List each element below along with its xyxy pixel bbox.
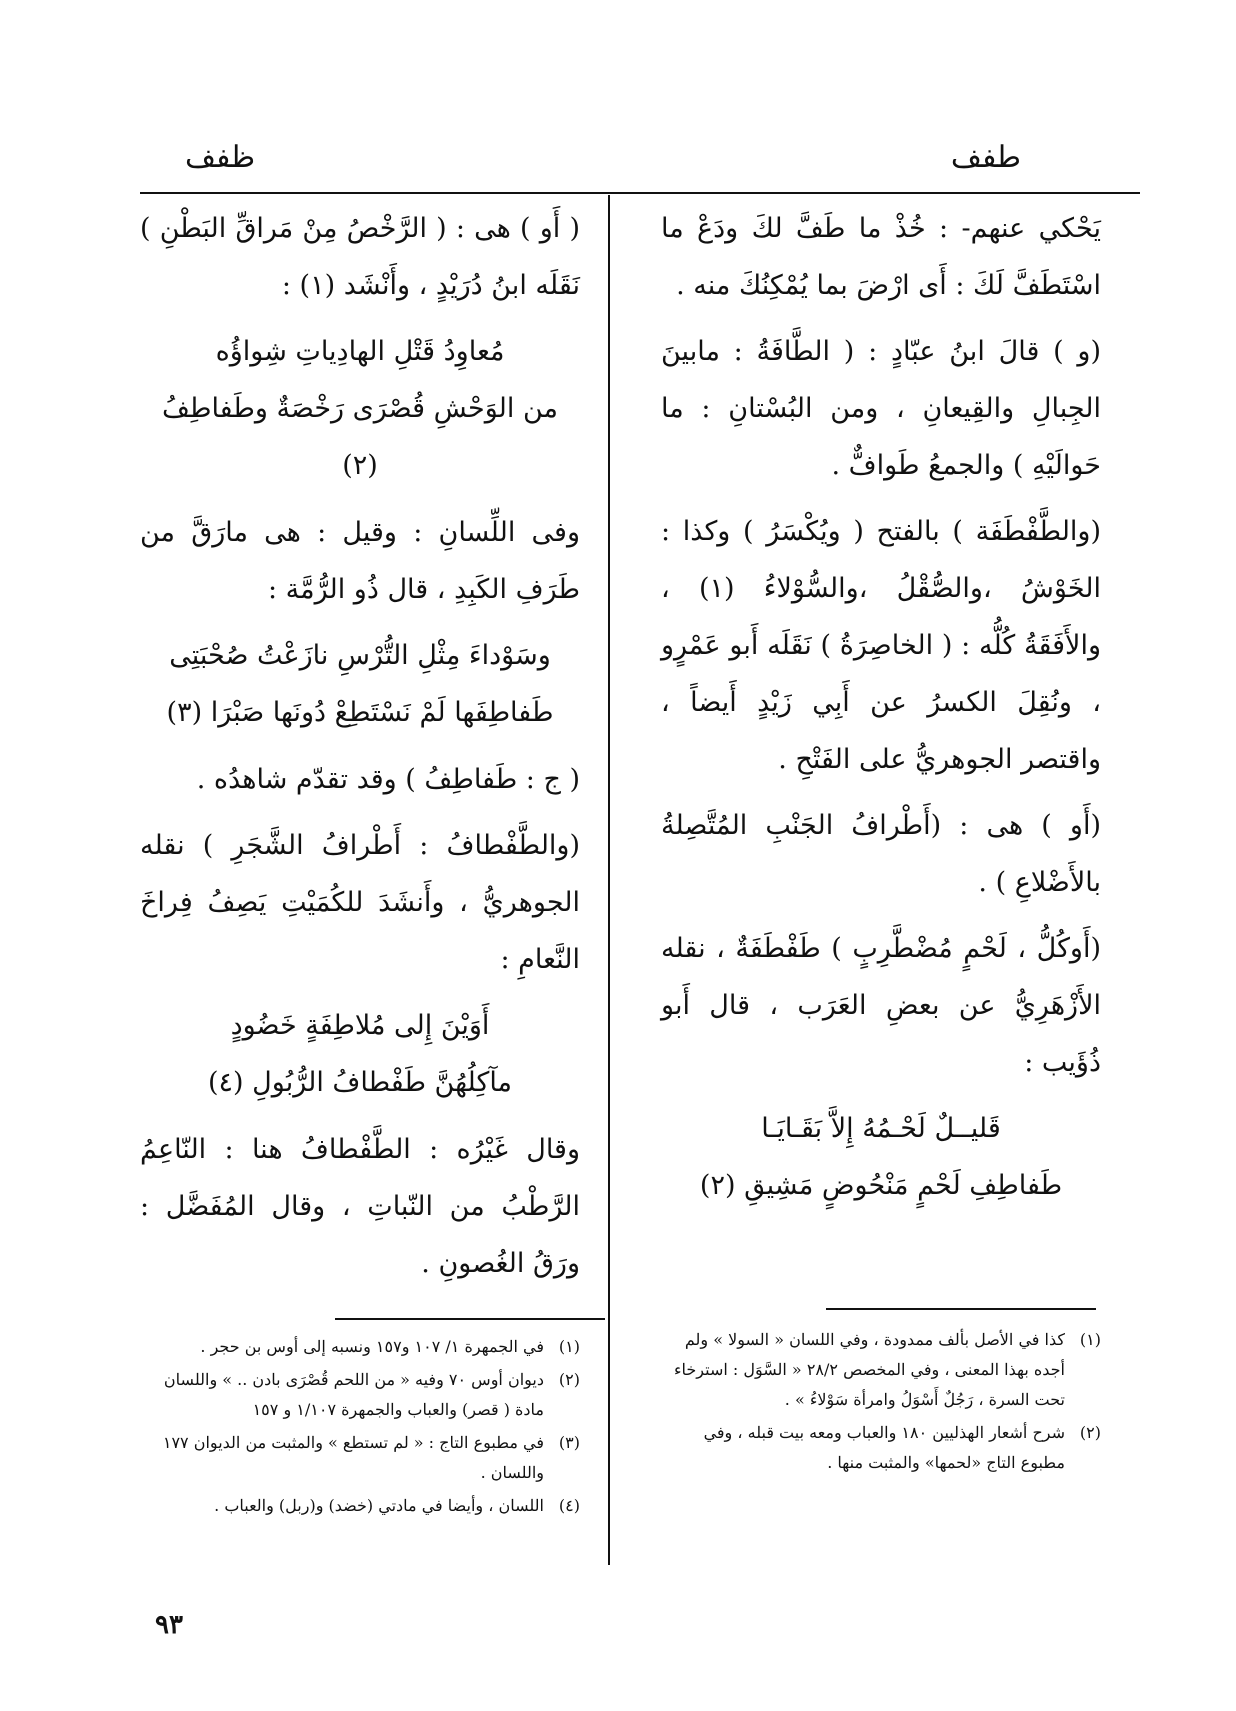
verse-line: مآكِلُهُنَّ طَفْطافُ الرُّبُولِ (٤): [207, 1067, 513, 1098]
paragraph: وفى اللِّسانِ : وقيل : هى مارَقَّ من طَرَفِ الكَبِدِ ، قال ذُو الرُّمَّة :: [140, 517, 580, 605]
verse-line: مُعاوِدُ قَتْلِ الهادِياتِ شِواؤُه: [215, 336, 505, 367]
verse-line: وسَوْداءَ مِثْلِ التُّرْسِ نازَعْتُ صُحْبَتِى: [169, 640, 551, 671]
footnotes-right: [661, 1325, 1101, 1481]
footnotes-left: [140, 1332, 580, 1524]
footnote-number: (٢): [558, 1370, 580, 1389]
header-rule: [140, 192, 1140, 194]
verse-line: أَوَيْنَ إِلى مُلاطِفَةٍ خَضُودٍ: [230, 1010, 490, 1041]
paragraph: ( ج : طَفاطِفُ ) وقد تقدّم شاهدُه .: [196, 764, 580, 795]
footnote-rule: [826, 1308, 1096, 1310]
footnote-number: (٤): [558, 1496, 580, 1515]
column-divider: [608, 195, 610, 1565]
running-head-left: ظفف: [185, 140, 256, 175]
verse: [140, 997, 580, 1111]
footnote: [140, 1428, 580, 1488]
paragraph: ( أَو ) هى : ( الرَّخْصُ مِنْ مَراقِّ البَطْنِ ) نَقَلَه ابنُ دُرَيْدٍ ، وأَنْشَد (١) :: [140, 213, 580, 301]
left-column: [140, 200, 580, 1301]
paragraph: (والطَّفْطَفَة ) بالفتح ( ويُكْسَرُ ) وكذا : الخَوْشُ ،والصُّقْلُ ،والسُّوْلاءُ (١) ، والأَفَقَةُ كُلُّه : ( الخاصِرَةُ ) نَقَلَه أَبو عَمْرٍو ، ونُقِلَ الكسرُ عن أَبِي زَيْدٍ أَيضاً ، واقتصر الجوهريُّ على الفَتْحِ .: [661, 516, 1101, 775]
footnote-text: كذا في الأصل بألف ممدودة ، وفي اللسان « السولا » ولم أجده بهذا المعنى ، وفي المخصص ٢٨/٢ « السَّوَل : استرخاء تحت السرة ، رَجُلٌ أَسْوَلُ وامرأة سَوْلاءُ » .: [674, 1330, 1065, 1409]
paragraph: (والطَّفْطافُ : أَطْرافُ الشَّجَرِ ) نقله الجوهريُّ ، وأَنشَدَ للكُمَيْتِ يَصِفُ فِراخَ النَّعامِ :: [140, 830, 580, 975]
footnote-text: اللسان ، وأيضا في مادتي (خضد) و(ربل) والعباب .: [214, 1496, 544, 1515]
footnote-text: في مطبوع التاج : « لم تستطع » والمثبت من الديوان ١٧٧ واللسان .: [162, 1433, 544, 1482]
paragraph: يَحْكي عنهم- : خُذْ ما طَفَّ لكَ ودَعْ ما اسْتَطَفَّ لَكَ : أَى ارْضَ بما يُمْكِنُكَ منه .: [661, 213, 1101, 301]
verse: [140, 627, 580, 741]
verse: [661, 1100, 1101, 1214]
paragraph: وقال غَيْرُه : الطَّفْطافُ هنا : النّاعِمُ الرَّطْبُ من النّباتِ ، وقال المُفَضَّل : ورَقُ الغُصونِ .: [140, 1134, 580, 1279]
verse: [140, 323, 580, 494]
footnote-text: في الجمهرة ١/ ١٠٧ و١٥٧ ونسبه إلى أوس بن حجر .: [200, 1337, 544, 1356]
verse-line: طَفاطِفِ لَحْمٍ مَنْحُوضٍ مَشِيقِ (٢): [699, 1170, 1063, 1201]
footnote-number: (١): [1079, 1330, 1101, 1349]
footnote: [661, 1325, 1101, 1415]
verse-line: طَفاطِفَها لَمْ نَسْتَطِعْ دُونَها صَبْرَا (٣): [166, 697, 554, 728]
footnote: [140, 1365, 580, 1425]
paragraph: (و ) قالَ ابنُ عبّادٍ : ( الطَّافَةُ : مابينَ الجِبالِ والقِيعانِ ، ومن البُسْتانِ : ما حَوالَيْهِ ) والجمعُ طَوافٌّ .: [661, 336, 1101, 481]
footnote-number: (٢): [1079, 1423, 1101, 1442]
footnote: [140, 1491, 580, 1521]
paragraph: (أَو ) هى : (أَطْرافُ الجَنْبِ المُتَّصِلةُ بالأَضْلاعِ ) .: [661, 810, 1101, 898]
verse-line: قَليــلٌ لَحْـمُهُ إِلاَّ بَقَـايَـا: [761, 1113, 1001, 1144]
footnote-text: شرح أشعار الهذليين ١٨٠ والعباب ومعه بيت قبله ، وفي مطبوع التاج «لحمها» والمثبت منها .: [703, 1423, 1065, 1472]
footnote-text: ديوان أوس ٧٠ وفيه « من اللحم قُصْرَى بادن .. » واللسان مادة ( قصر) والعباب والجمهرة ١/١٠٧ و ١٥٧: [163, 1370, 544, 1419]
paragraph: (أَوكُلُّ ، لَحْمٍ مُضْطَّرِبٍ ) طَفْطَفَةٌ ، نقله الأَزْهَرِيُّ عن بعضِ العَرَب ، قال أَبو ذُؤَيب :: [661, 933, 1101, 1078]
page-number: ٩٣: [155, 1610, 183, 1640]
right-column: [661, 200, 1101, 1224]
footnote: [661, 1418, 1101, 1478]
footnote: [140, 1332, 580, 1362]
footnote-number: (٣): [558, 1433, 580, 1452]
running-head-right: طفف: [950, 140, 1021, 175]
verse-line: من الوَحْشِ قُصْرَى رَخْصَةٌ وطَفاطِفُ (٢): [162, 393, 558, 481]
footnote-number: (١): [558, 1337, 580, 1356]
footnote-rule: [335, 1318, 605, 1320]
